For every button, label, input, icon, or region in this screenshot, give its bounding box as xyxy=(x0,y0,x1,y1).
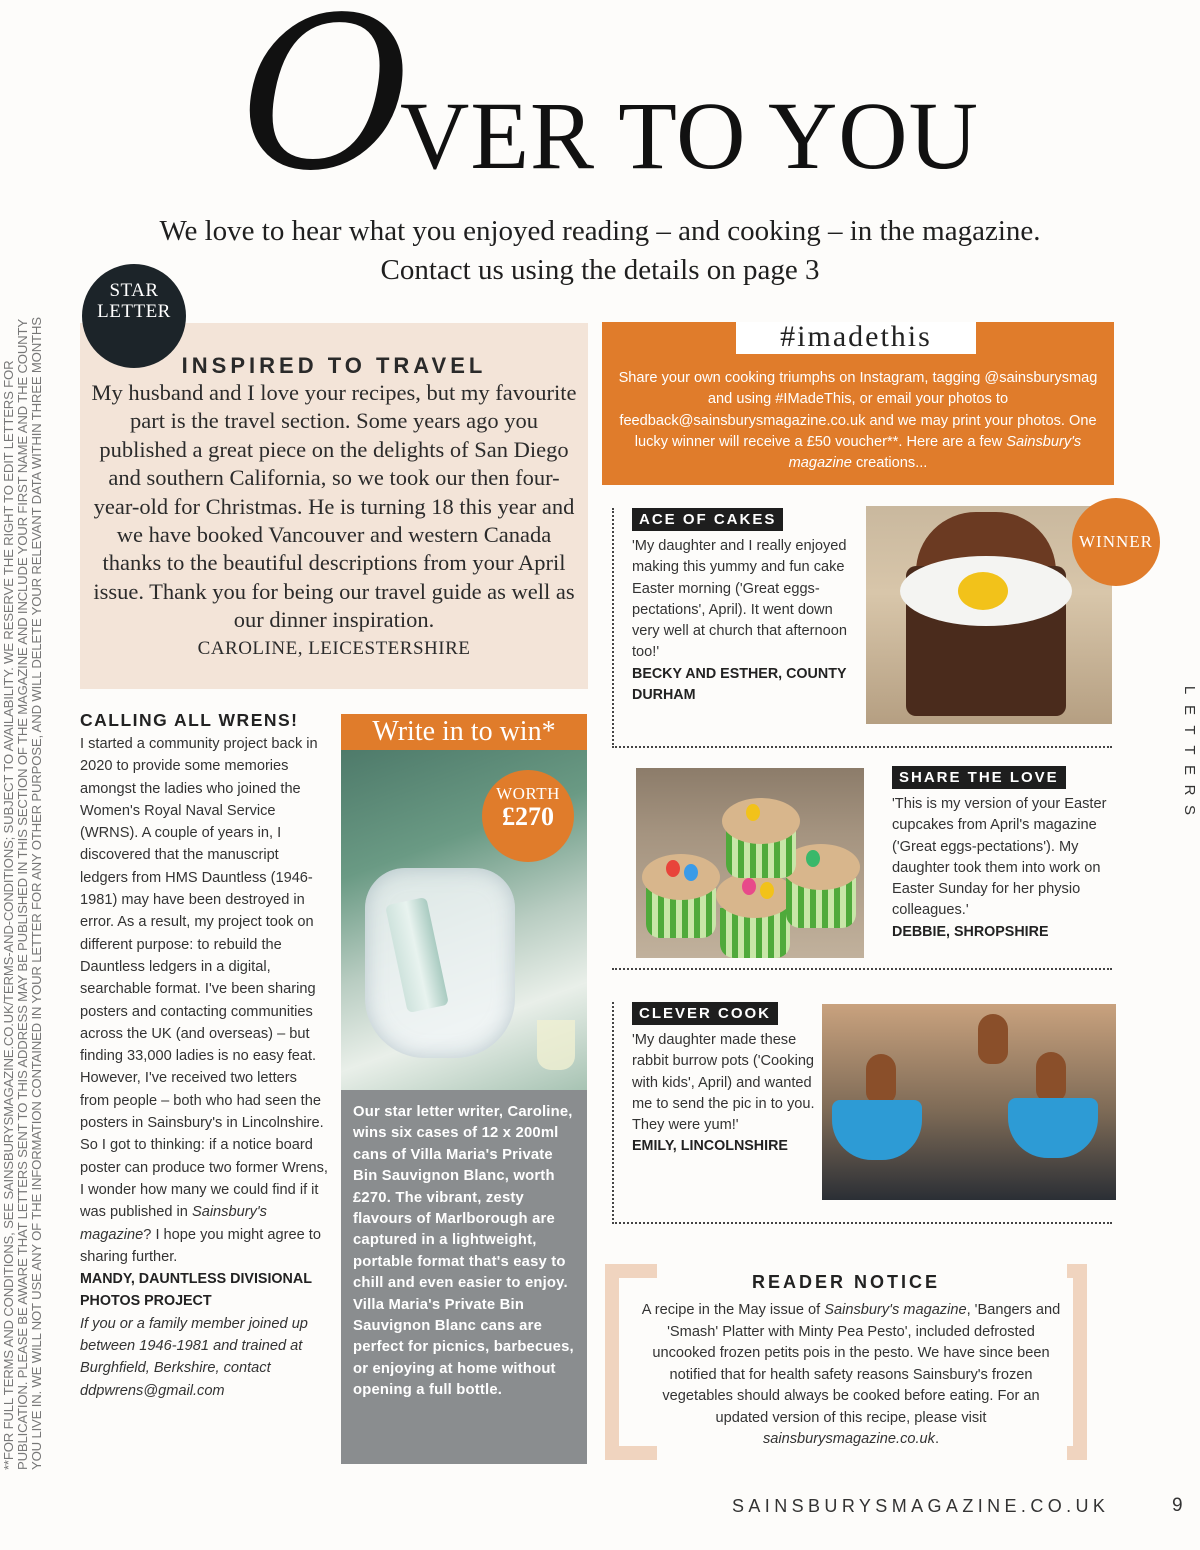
blue-bowl-image xyxy=(1008,1098,1098,1158)
chocolate-bunny-image xyxy=(978,1014,1008,1064)
imadethis-panel xyxy=(602,322,1114,485)
entry-clever-cook xyxy=(612,1002,1112,1224)
candy-egg xyxy=(742,878,756,895)
footer-website: SAINSBURYSMAGAZINE.CO.UK xyxy=(732,1496,1110,1516)
letter-wrens xyxy=(80,710,330,1402)
title-initial: O xyxy=(240,0,413,217)
star-letter-box xyxy=(80,323,588,689)
section-letter: T xyxy=(1181,745,1198,755)
reader-notice xyxy=(605,1264,1087,1460)
chocolate-bunny-image xyxy=(866,1054,896,1104)
magazine-name: Sainsbury's magazine xyxy=(788,433,1082,472)
candy-egg xyxy=(684,864,698,881)
page-title xyxy=(220,0,980,217)
legal-line: YOU LIVE IN. WE WILL NOT USE ANY OF THE INFORMATION CONTAINED IN YOUR LETTER FOR ANY OTHER PURPOSE, AND WILL DELETE YOUR RELEVANT DATA WITHIN THREE MONTHS xyxy=(29,317,44,1470)
notice-text xyxy=(635,1300,1067,1451)
badge-line: WORTH xyxy=(496,784,560,803)
worth-badge xyxy=(482,770,574,862)
star-letter-badge xyxy=(82,264,186,368)
wrens-heading: CALLING ALL WRENS! xyxy=(80,710,299,730)
entry-share-the-love xyxy=(612,748,1112,970)
body-text: . xyxy=(934,1431,940,1447)
chocolate-bunny-image xyxy=(1036,1052,1066,1102)
wine-glass-image xyxy=(537,1020,575,1070)
section-letter: T xyxy=(1181,725,1198,735)
wrens-signature: MANDY, DAUNTLESS DIVISIONAL PHOTOS PROJECT xyxy=(80,1271,312,1310)
star-letter-heading: INSPIRED TO TRAVEL xyxy=(181,353,487,378)
entry-quote: 'My daughter made these rabbit burrow pots ('Cooking with kids', April) and wanted me to send the pic in to you. They were yum!' xyxy=(632,1032,815,1134)
entry-signature: DEBBIE, SHROPSHIRE xyxy=(892,923,1049,940)
entry-quote: 'This is my version of your Easter cupcakes from April's magazine ('Great eggs-pectations'). My daughter took them into work on Easter Sunday for her physio colleagues.' xyxy=(892,796,1107,919)
body-text: creations... xyxy=(851,455,928,472)
magazine-name: Sainsbury's magazine xyxy=(80,1204,267,1243)
wrens-note: If you or a family member joined up between 1946-1981 and trained at Burghfield, Berkshire, contact ddpwrens@gmail.com xyxy=(80,1315,308,1399)
imadethis-tag: #imadethis xyxy=(736,322,976,354)
page-number: 9 xyxy=(1172,1495,1183,1516)
legal-line: PUBLICATION. PLEASE BE AWARE THAT LETTERS SENT TO THIS ADDRESS MAY BE PUBLISHED IN THIS SECTION OF THE MAGAZINE AND INCLUDE YOUR FIRST NAME AND THE COUNTY xyxy=(15,319,30,1470)
body-text: Share your own cooking triumphs on Instagram, tagging @sainsburysmag and using #IMadeThis, or email your photos to feedback@sainsburysmagazine.co.uk and we may print your photos. One lucky winner will receive a £50 voucher**. Here are a few xyxy=(618,370,1098,450)
subtitle-line-1: We love to hear what you enjoyed reading – and cooking – in the magazine. xyxy=(159,215,1041,247)
entry-label: CLEVER COOK xyxy=(632,1002,778,1025)
star-letter-signature: CAROLINE, LEICESTERSHIRE xyxy=(197,638,471,659)
bracket-right-decoration xyxy=(1067,1264,1087,1460)
section-letter: E xyxy=(1181,704,1198,715)
photo-rabbit-burrow-pots xyxy=(822,1004,1116,1200)
entry-quote: 'My daughter and I really enjoyed making this yummy and fun cake Easter morning ('Great eggs-pectations', April). It went down very well at church that afternoon too!' xyxy=(632,538,847,661)
legal-terms xyxy=(2,290,44,1470)
blue-bowl-image xyxy=(832,1100,922,1160)
entry-signature: EMILY, LINCOLNSHIRE xyxy=(632,1138,788,1155)
badge-line: LETTER xyxy=(97,301,171,322)
prize-heading: Write in to win* xyxy=(341,714,587,750)
wrens-body xyxy=(80,733,330,1268)
entry-label: ACE OF CAKES xyxy=(632,508,783,531)
entry-text-block xyxy=(892,766,1107,943)
imadethis-text xyxy=(608,368,1108,474)
title-text: VER TO YOU xyxy=(400,82,979,189)
frosting-image xyxy=(722,798,800,844)
badge-value: £270 xyxy=(502,802,554,831)
entry-text-block xyxy=(632,508,858,706)
body-text: , 'Bangers and 'Smash' Platter with Minty Pea Pesto', included defrosted uncooked frozen petits pois in the pesto. We have since been notified that for health safety reasons Sainsbury's frozen vegetables should always be cooked before eating. For an updated version of this recipe, please visit xyxy=(652,1302,1061,1426)
section-letter: L xyxy=(1181,685,1198,695)
section-letter: E xyxy=(1181,764,1198,775)
entry-signature: BECKY AND ESTHER, COUNTY DURHAM xyxy=(632,665,847,704)
frosting-image xyxy=(716,872,794,918)
candy-egg xyxy=(806,850,820,867)
section-letter: R xyxy=(1181,784,1198,796)
legal-line: **FOR FULL TERMS AND CONDITIONS, SEE SAINSBURYSMAGAZINE.CO.UK/TERMS-AND-CONDITIONS; SUBJECT TO AVAILABILITY. WE RESERVE THE RIGHT TO EDIT LETTERS FOR xyxy=(1,360,16,1470)
winner-badge: WINNER xyxy=(1072,498,1160,586)
section-label-letters xyxy=(1178,680,1200,820)
frosting-image xyxy=(642,854,720,900)
entry-text-block xyxy=(632,1002,822,1158)
candy-egg xyxy=(760,882,774,899)
star-letter-body: My husband and I love your recipes, but my favourite part is the travel section. Some years ago you published a great piece on the delights of San Diego and southern California, so we took our then four-year-old for Christmas. He is turning 18 this year and we have booked Vancouver and western Canada thanks to the beautiful descriptions from your April issue. Thank you for being our travel guide as well as our dinner inspiration. xyxy=(91,380,577,633)
candy-egg xyxy=(746,804,760,821)
prize-description: Our star letter writer, Caroline, wins six cases of 12 x 200ml cans of Villa Maria's Private Bin Sauvignon Blanc, worth £270. The vibrant, zesty flavours of Marlborough are captured in a lightweight, portable format that's easy to chill and even easier to enjoy. Villa Maria's Private Bin Sauvignon Blanc cans are perfect for picnics, barbecues, or enjoying at home without opening a full bottle. xyxy=(353,1104,574,1399)
badge-line: STAR xyxy=(109,280,159,301)
section-letter: S xyxy=(1181,804,1198,815)
yolk-image xyxy=(958,572,1008,610)
notice-heading: READER NOTICE xyxy=(751,1272,940,1292)
entry-label: SHARE THE LOVE xyxy=(892,766,1066,789)
website-link[interactable]: sainsburysmagazine.co.uk xyxy=(762,1431,935,1447)
photo-easter-cupcakes xyxy=(636,768,864,958)
magazine-name: Sainsbury's magazine xyxy=(824,1302,967,1318)
subtitle-line-2: Contact us using the details on page 3 xyxy=(380,254,820,286)
body-text: A recipe in the May issue of xyxy=(641,1302,825,1318)
body-text: I started a community project back in 2020 to provide some memories amongst the ladies who joined the Women's Royal Naval Service (WRNS). A couple of years in, I discovered that the manuscript ledgers from HMS Dauntless (1946-1981) may have been destroyed in error. As a result, my project took on different purpose: to rebuild the Dauntless ledgers in a digital, searchable format. I've been sharing posters and contacting communities across the UK (and overseas) – but finding 33,000 ladies is no easy feat. However, I've received two letters from people – both who had seen the posters in Sainsbury's in Lincolnshire. So I got to thinking: if a notice board poster can produce two former Wrens, I wonder how many we could find if it was published in xyxy=(80,736,328,1221)
candy-egg xyxy=(666,860,680,877)
body-text: ? I hope you might agree to sharing further. xyxy=(80,1226,321,1265)
